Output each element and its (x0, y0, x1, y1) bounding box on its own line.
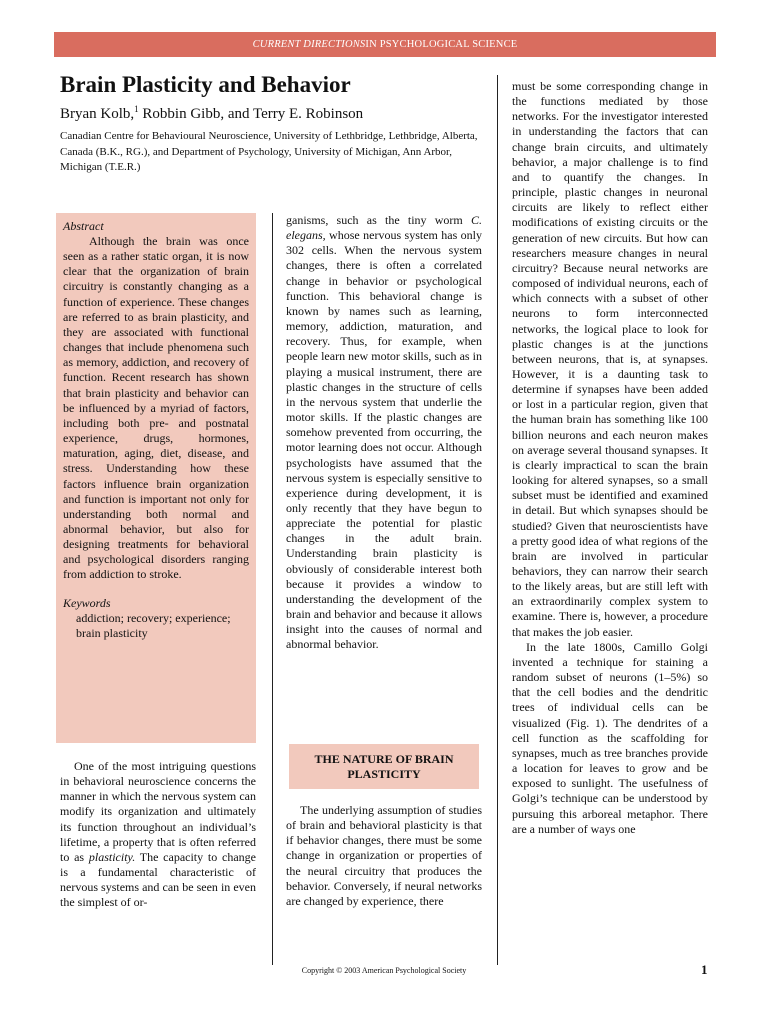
body-column-3 (512, 79, 708, 837)
body-column-2-section: The underlying assumption of studies of brain and behavioral plasticity is that if behavior changes, there must be some change in organization or properties of the neural circuitry that produces the behavior. Conversely, if neural networks are changed by experience, there (286, 803, 482, 908)
journal-name-rest: IN PSYCHOLOGICAL SCIENCE (365, 39, 518, 50)
journal-name-italic: CURRENT DIRECTIONS (252, 39, 366, 50)
keywords-heading: Keywords (63, 595, 111, 610)
col2-text-rest: whose nervous system has only 302 cells. When the nervous system changes, there is often a correlated change in behavior or psychological function. This behavioral change is known by names such as learning, memory, addiction, maturation, and recovery. Thus, for example, when people learn new motor skills, such as in playing a musical instrument, there are plastic changes in the structure of cells in the nervous system that underlie the motor skills. If the plastic changes are somehow prevented from occurring, the motor learning does not occur. Although psychologists have assumed that the nervous system is especially sensitive to experience during development, it is only recently that they have begun to appreciate the potential for plastic changes in the adult brain. Understanding brain plasticity is obviously of considerable interest both because it provides a window to understanding the development of the brain and behavior and because it allows insight into the causes of normal and abnormal behavior. (286, 228, 482, 652)
body-column-1 (60, 759, 256, 911)
article-title: Brain Plasticity and Behavior (60, 72, 351, 97)
keywords-text: addiction; recovery; experience; brain plasticity (76, 610, 231, 641)
col1-text-end: The capacity to change is a fundamental characteristic of nervous systems and can be seen in even the simplest of or- (60, 849, 256, 910)
col2-text-start: ganisms, such as the tiny worm (286, 213, 471, 227)
column-divider-1 (272, 213, 273, 965)
abstract-text: Although the brain was once seen as a rather static organ, it is now clear that the organization of brain circuitry is constantly changing as a function of experience. These changes are referred to as brain plasticity, and they are associated with functional changes that include phenomena such as memory, addiction, and recovery of function. Recent research has shown that brain plasticity and behavior can be influenced by a myriad of factors, including both pre- and postnatal experience, drugs, hormones, maturation, aging, diet, disease, and stress. Understanding how these factors influence brain organization and function is important not only for understanding both normal and abnormal behavior, but also for designing treatments for behavioral and psychological disorders ranging from addiction to stroke. (63, 234, 249, 582)
col1-italic-term: plasticity. (88, 849, 136, 864)
abstract-box (56, 213, 256, 743)
copyright-footer: Copyright © 2003 American Psychological Society (301, 966, 467, 975)
column-divider-2 (497, 75, 498, 965)
col1-text: One of the most intriguing questions in behavioral neuroscience concerns the manner in which the nervous system can modify its organization and ultimately its function throughout an individual’s lifetime, a property that is often referred to as (60, 759, 256, 864)
col3-paragraph-1: must be some corresponding change in the functions mediated by those networks. For the investigator interested in understanding the factors that can change brain circuits, and ultimately behavior, a major challenge is to find and to quantify the changes. In principle, plastic changes in neuronal circuits are likely to reflect either modifications of existing circuits or the generation of new circuits. But how can researchers measure changes in neural circuitry? Because neural networks are composed of individual neurons, each of which connects with a subset of other neurons to form interconnected networks, the logical place to look for plastic changes is at the junctions between neurons, that is, at synapses. However, it is a daunting task to determine if synapses have been added or lost in a particular region, given that the human brain has something like 100 billion neurons and each neuron makes on average several thousand synapses. It is clearly impractical to scan the brain looking for altered synapses, so a small subset must be identified and examined in detail. But which synapses should be studied? Given that neuroscientists have a pretty good idea of what regions of the brain are involved in particular behaviors, they can narrow their search to the likely areas, but are still left with an extraordinarily complex system to examine. There is, however, a procedure that makes the job easier. (512, 79, 708, 639)
author-footnote-marker: 1 (134, 104, 139, 114)
author-rest: Robbin Gibb, and Terry E. Robinson (138, 106, 364, 122)
page-number: 1 (701, 962, 708, 977)
section-heading: THE NATURE OF BRAIN PLASTICITY (289, 744, 479, 789)
body-column-2-top (286, 213, 482, 653)
author-affiliation: Canadian Centre for Behavioural Neuroscience, University of Lethbridge, Lethbridge, Alberta, Canada (B.K., RG.), and Department of Psychology, University of Michigan, Ann Arbor, Michigan (T.E.R.) (60, 130, 478, 173)
author-first: Bryan Kolb, (60, 106, 135, 122)
journal-banner (54, 32, 716, 57)
abstract-heading: Abstract (63, 219, 104, 233)
col2-species-name: C. elegans, (286, 213, 482, 243)
article-authors (60, 104, 363, 123)
col3-paragraph-2: In the late 1800s, Camillo Golgi invented a technique for staining a random subset of neurons (1–5%) so that the cell bodies and the dendritic trees of individual cells can be visualized (Fig. 1). The dendrites of a cell function as the scaffolding for synapses, much as tree branches provide a location for leaves to grow and be exposed to sunlight. The usefulness of Golgi’s technique can be understood by pursuing this arboreal metaphor. There are a number of ways one (512, 639, 708, 836)
